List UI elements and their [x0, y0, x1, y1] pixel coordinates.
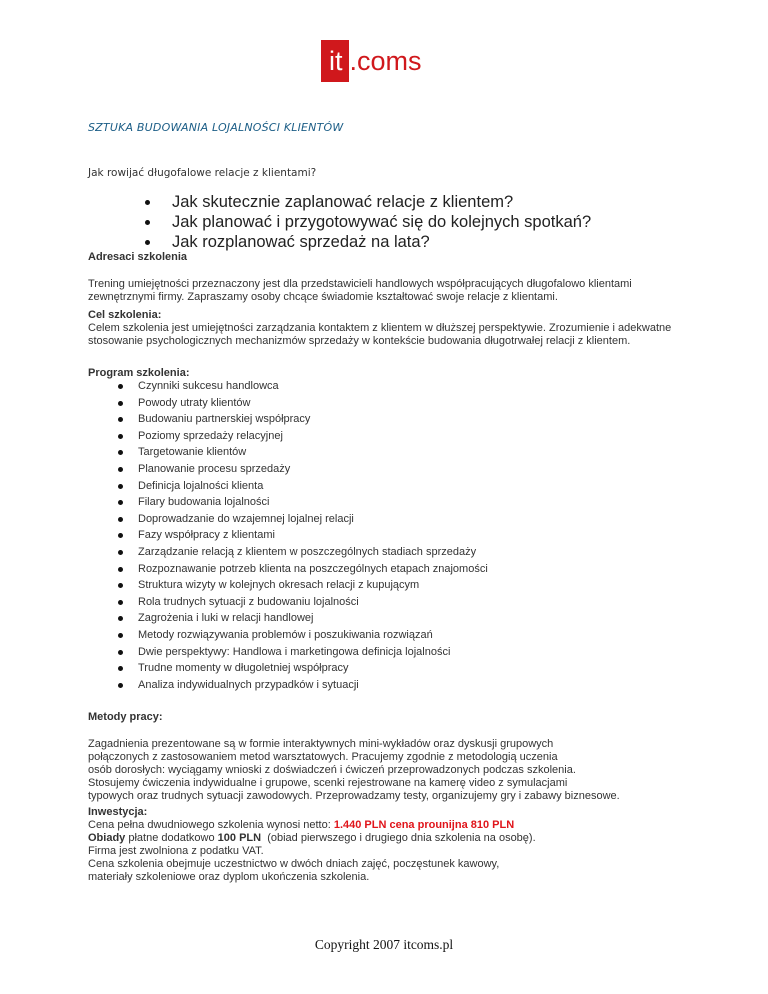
addressees-heading: Adresaci szkolenia: [88, 251, 188, 263]
bullet-icon: [118, 384, 123, 389]
goal-heading: Cel szkolenia:: [88, 309, 162, 321]
bullet-icon: [118, 517, 123, 522]
includes-line: materiały szkoleniowe oraz dyplom ukończenia szkolenia.: [88, 871, 370, 883]
list-item: Doprowadzanie do wzajemnej lojalnej relacji: [118, 513, 488, 530]
methods-line: typowych oraz trudnych sytuacji zawodowych. Przeprowadzamy testy, organizujemy gry i zabawy biznesowe.: [88, 790, 620, 802]
bullet-icon: [118, 450, 123, 455]
bullet-icon: [118, 616, 123, 621]
list-item: Powody utraty klientów: [118, 397, 488, 414]
goal-section: [88, 309, 688, 348]
methods-heading: Metody pracy:: [88, 711, 163, 723]
methods-section: [88, 711, 688, 803]
methods-line: Zagadnienia prezentowane są w formie interaktywnych mini-wykładów oraz dyskusji grupowych: [88, 738, 554, 750]
document-title: SZTUKA BUDOWANIA LOJALNOŚCI KLIENTÓW: [88, 121, 344, 134]
list-item: Jak skutecznie zaplanować relacje z klientem?: [145, 192, 591, 212]
list-item: Definicja lojalności klienta: [118, 480, 488, 497]
list-item: Analiza indywidualnych przypadków i sytuacji: [118, 679, 488, 696]
list-item: Rozpoznawanie potrzeb klienta na poszczególnych etapach znajomości: [118, 563, 488, 580]
program-heading-wrap: [88, 367, 688, 380]
bullet-icon: [118, 467, 123, 472]
goal-text: Celem szkolenia jest umiejętności zarządzania kontaktem z klientem w dłuższej perspektywie. Zrozumienie i adekwatne stosowanie psychologicznych mechanizmów sprzedaży w kontekście budowania długotrwałej relacji z klientem.: [88, 322, 672, 347]
bullet-icon: [118, 417, 123, 422]
logo-text: .coms: [349, 46, 422, 76]
bullet-icon: [118, 567, 123, 572]
key-questions-list: [145, 192, 591, 252]
addressees-text: Trening umiejętności przeznaczony jest dla przedstawicieli handlowych współpracujących długofalowo klientami zewnętrznymi firmy. Zapraszamy osoby chcące świadomie kształtować swoje relacje z klientami.: [88, 278, 632, 303]
list-item: Dwie perspektywy: Handlowa i marketingowa definicja lojalności: [118, 646, 488, 663]
list-item: Jak rozplanować sprzedaż na lata?: [145, 232, 591, 252]
methods-line: osób dorosłych: wyciągamy wnioski z doświadczeń i ćwiczeń przeprowadzonych podczas szkolenia.: [88, 764, 576, 776]
methods-text: [88, 738, 688, 803]
list-item: Filary budowania lojalności: [118, 496, 488, 513]
program-list: [118, 380, 488, 695]
bullet-icon: [118, 434, 123, 439]
investment-heading: Inwestycja:: [88, 806, 148, 818]
bullet-icon: [118, 500, 123, 505]
bullet-icon: [118, 401, 123, 406]
list-item: Czynniki sukcesu handlowca: [118, 380, 488, 397]
investment-section: [88, 806, 688, 884]
list-item: Targetowanie klientów: [118, 446, 488, 463]
lead-question: Jak rowijać długofalowe relacje z klientami?: [88, 167, 317, 179]
list-item: Fazy współpracy z klientami: [118, 529, 488, 546]
bullet-icon: [118, 533, 123, 538]
bullet-icon: [118, 550, 123, 555]
bullet-icon: [118, 633, 123, 638]
bullet-icon: [118, 484, 123, 489]
bullet-icon: [118, 683, 123, 688]
list-item: Trudne momenty w długoletniej współpracy: [118, 662, 488, 679]
list-item: Zarządzanie relacją z klientem w poszczególnych stadiach sprzedaży: [118, 546, 488, 563]
lunch-line: Obiady płatne dodatkowo 100 PLN (obiad pierwszego i drugiego dnia szkolenia na osobę).: [88, 832, 536, 844]
bullet-icon: [118, 650, 123, 655]
list-item: Planowanie procesu sprzedaży: [118, 463, 488, 480]
list-item: Zagrożenia i luki w relacji handlowej: [118, 612, 488, 629]
bullet-icon: [145, 220, 150, 225]
company-logo: [321, 40, 422, 82]
bullet-icon: [145, 200, 150, 205]
bullet-icon: [118, 666, 123, 671]
program-heading: Program szkolenia:: [88, 367, 190, 379]
list-item: Rola trudnych sytuacji z budowaniu lojalności: [118, 596, 488, 613]
list-item: Jak planować i przygotowywać się do kolejnych spotkań?: [145, 212, 591, 232]
includes-line: Cena szkolenia obejmuje uczestnictwo w dwóch dniach zajęć, poczęstunek kawowy,: [88, 858, 500, 870]
bullet-icon: [145, 240, 150, 245]
vat-line: Firma jest zwolniona z podatku VAT.: [88, 845, 264, 857]
bullet-icon: [118, 583, 123, 588]
methods-line: Stosujemy ćwiczenia indywidualne i grupowe, scenki rejestrowane na kamerę video z symulacjami: [88, 777, 568, 789]
logo-boxed-text: it: [321, 40, 349, 82]
methods-line: połączonych z zastosowaniem metod warsztatowych. Pracujemy zgodnie z metodologią uczenia: [88, 751, 558, 763]
price-value: 1.440 PLN cena prounijna 810 PLN: [333, 819, 515, 831]
list-item: Poziomy sprzedaży relacyjnej: [118, 430, 488, 447]
price-line: Cena pełna dwudniowego szkolenia wynosi netto: 1.440 PLN cena prounijna 810 PLN: [88, 819, 515, 831]
list-item: Metody rozwiązywania problemów i poszukiwania rozwiązań: [118, 629, 488, 646]
copyright-footer: Copyright 2007 itcoms.pl: [314, 937, 454, 952]
addressees-section: [88, 251, 688, 304]
list-item: Budowaniu partnerskiej współpracy: [118, 413, 488, 430]
list-item: Struktura wizyty w kolejnych okresach relacji z kupującym: [118, 579, 488, 596]
bullet-icon: [118, 600, 123, 605]
